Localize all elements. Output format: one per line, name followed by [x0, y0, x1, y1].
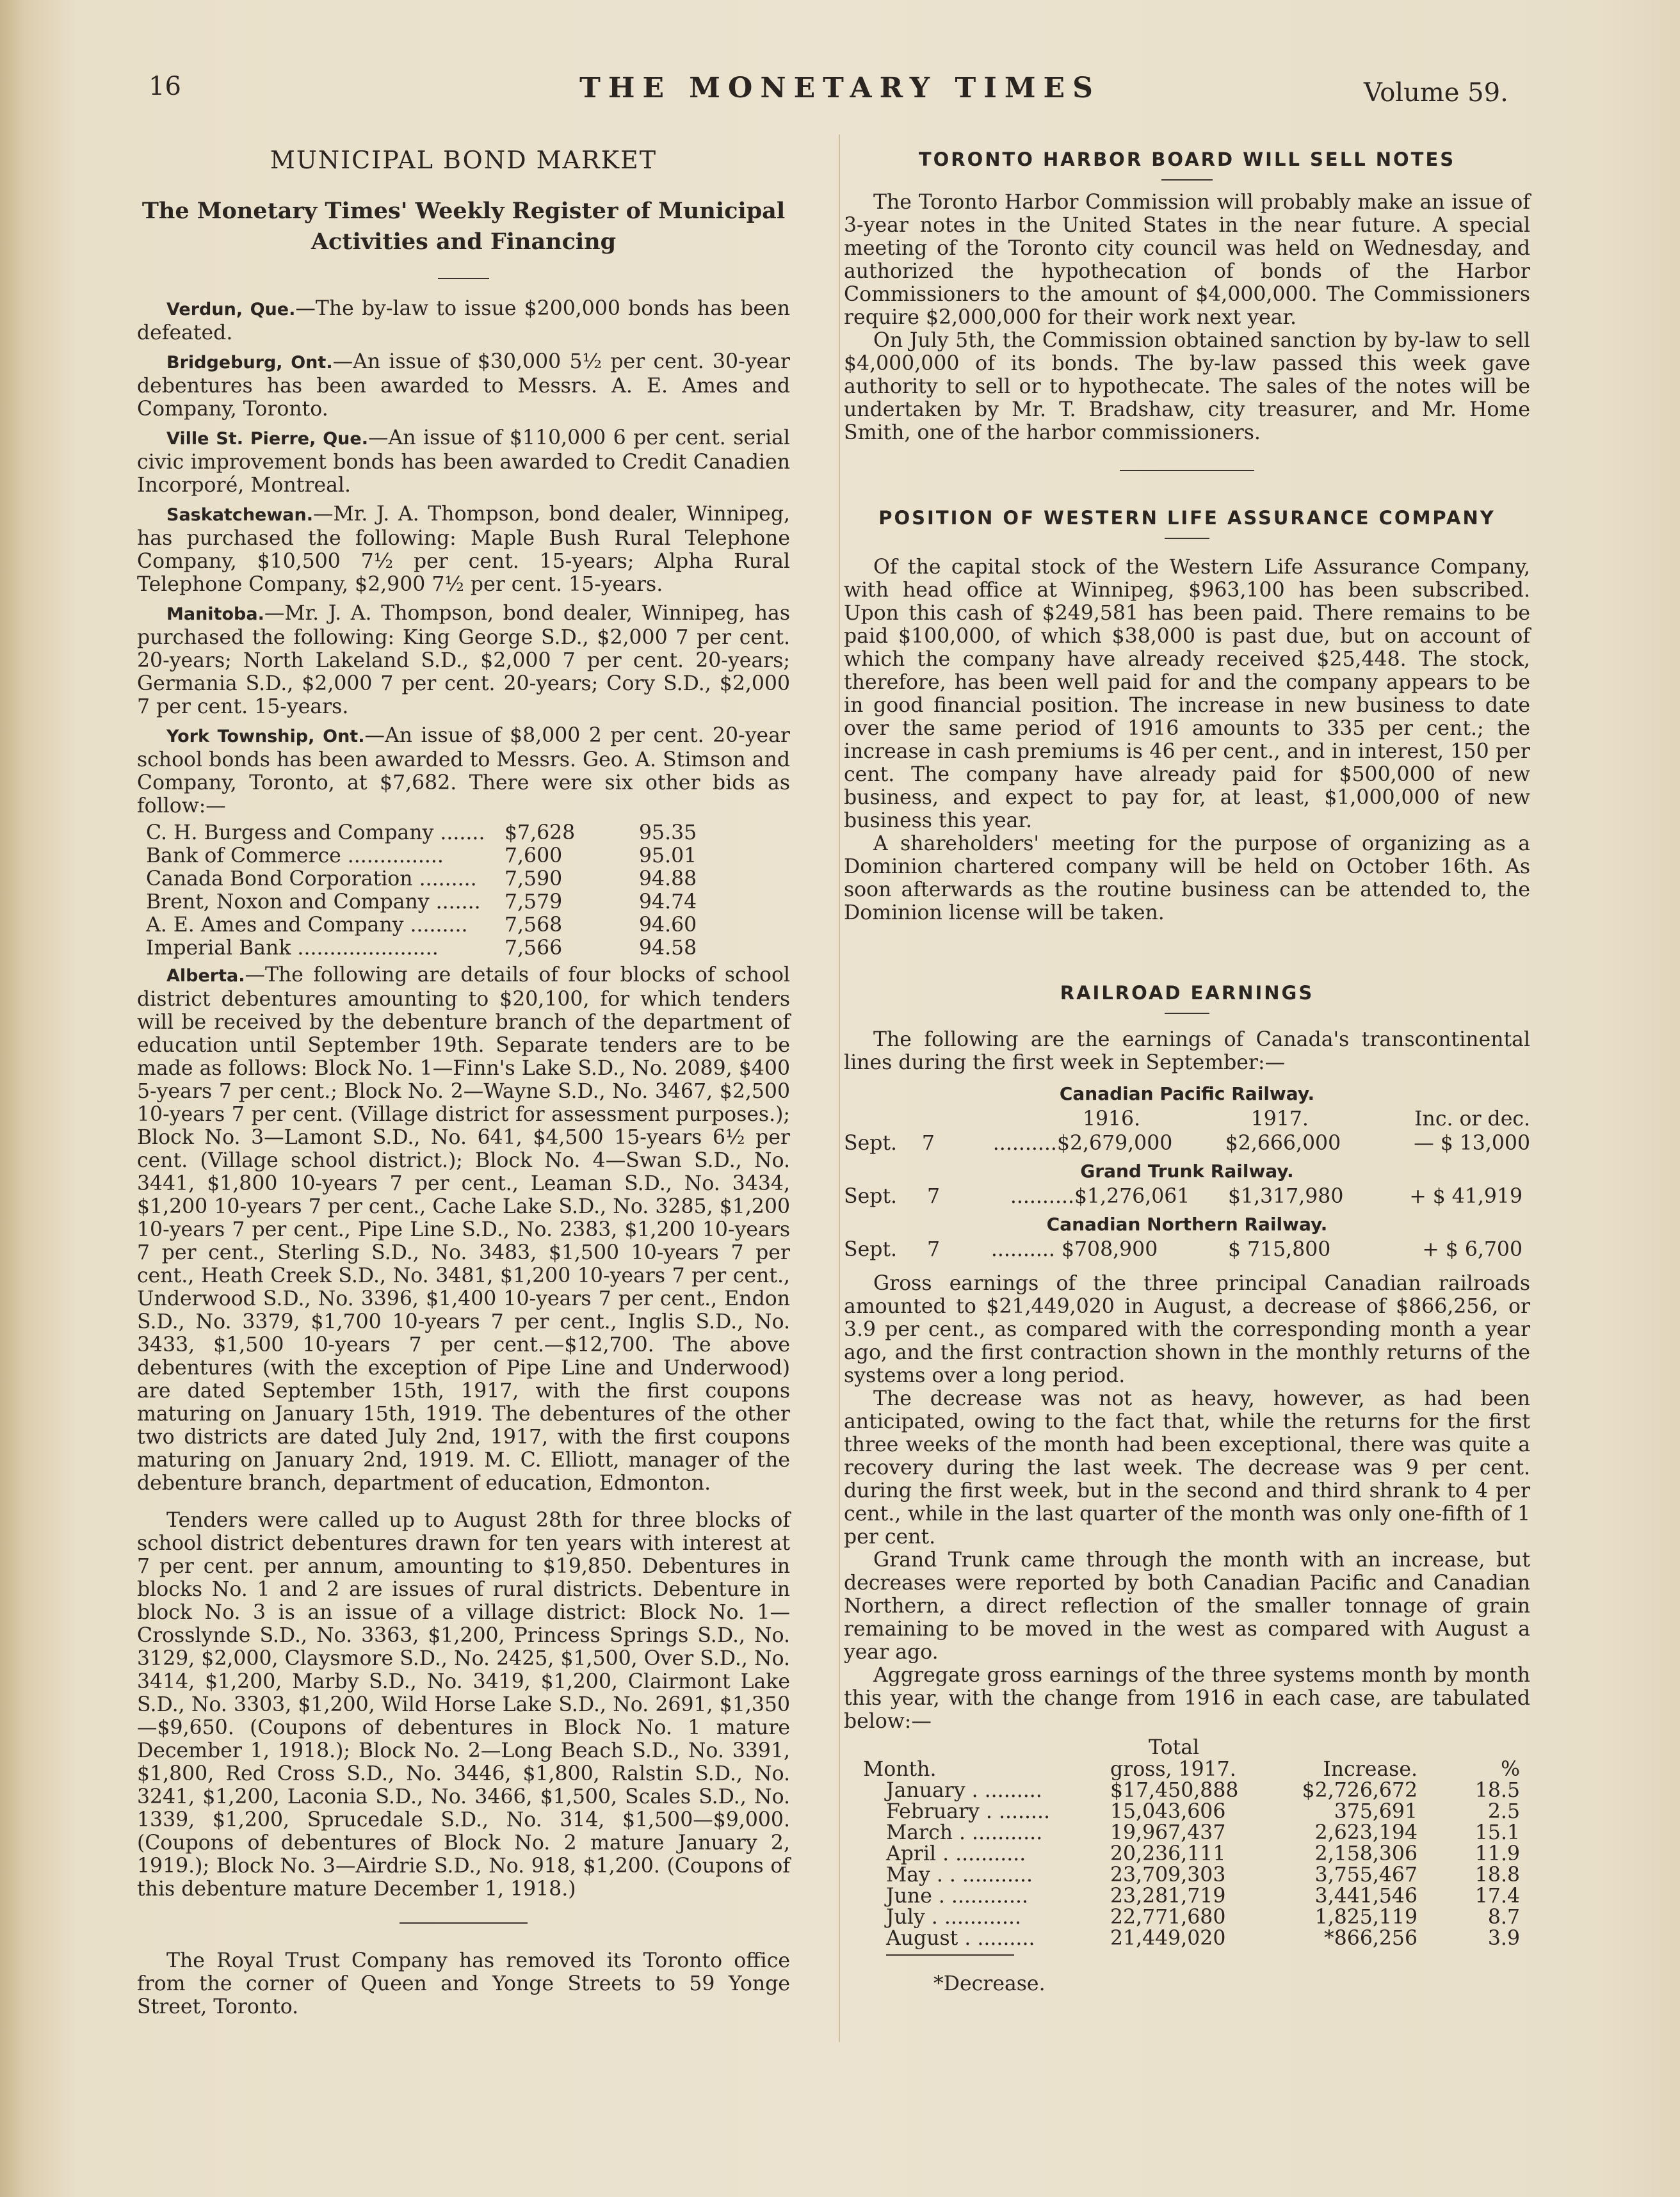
- railroad-paragraph: Aggregate gross earnings of the three systems month by month this year, with the change from 1916 in each case, are tabulated below:—: [844, 1664, 1530, 1733]
- leader-dots: ..........: [992, 1132, 1057, 1155]
- month-name: May . . ...........: [886, 1863, 1033, 1887]
- table-row: [844, 1237, 1522, 1262]
- month-name: March . ...........: [886, 1821, 1043, 1844]
- entry-text: —An issue of $30,000 5½ per cent. 30-year debentures has been awarded to Messrs. A. E. Ames and Company, Toronto.: [137, 350, 790, 421]
- table-row: [137, 844, 729, 867]
- railway-table: [844, 1237, 1522, 1262]
- leader-dots: .......... $: [990, 1238, 1074, 1261]
- harbor-board-title: TORONTO HARBOR BOARD WILL SELL NOTES: [918, 149, 1456, 170]
- section-rule: [1161, 179, 1213, 181]
- railway-table: [844, 1107, 1530, 1155]
- table-row: [844, 1865, 1520, 1886]
- row-label: Sept.: [844, 1185, 898, 1208]
- row-day: 7: [921, 1132, 935, 1155]
- table-row: [844, 1928, 1520, 1949]
- earnings-1916: $2,679,000: [1056, 1132, 1173, 1155]
- column-divider: [839, 134, 840, 2042]
- bid-name: A. E. Ames and Company .........: [146, 913, 468, 937]
- bid-name: Bank of Commerce ...............: [146, 844, 444, 867]
- month-total: 22,771,680: [1110, 1906, 1226, 1929]
- decrease-footnote: *Decrease.: [933, 1972, 1046, 1995]
- entry-manitoba: [137, 602, 790, 718]
- table-row: [844, 1907, 1520, 1928]
- railroad-paragraph: Gross earnings of the three principal Canadian railroads amounted to $21,449,020 in August, a decrease of $866,256, or 3.9 per cent., as compared with the corresponding month a year ago, and the first contraction shown in the monthly returns of the systems over a long period.: [844, 1272, 1530, 1387]
- month-percent: 18.5: [1474, 1779, 1520, 1802]
- entry-place: Ville St. Pierre, Que.: [166, 429, 368, 449]
- month-percent: 2.5: [1487, 1800, 1520, 1823]
- month-total: 15,043,606: [1110, 1800, 1226, 1823]
- month-percent: 17.4: [1474, 1885, 1520, 1908]
- volume-number: Volume 59.: [1364, 78, 1508, 108]
- column-header: Increase.: [1323, 1758, 1418, 1781]
- column-header: %: [1501, 1758, 1520, 1781]
- monthly-earnings-table: [844, 1737, 1520, 1949]
- month-name: April . ...........: [886, 1842, 1026, 1865]
- western-life-paragraph: Of the capital stock of the Western Life Assurance Company, with head office at Winnipeg, $963,100 has been subscribed. Upon this cash of $249,581 has been paid. There remains to be paid $100,000, of which $38,000 is past due, but on account of which the company have already received $25,448. The stock, therefore, has been well paid for and the company appears to be in good financial position. The increase in new business to date over the same period of 1916 amounts to 335 per cent.; the increase in cash premiums is 46 per cent., and in interest, 150 per cent. The company have already paid for $500,000 of new business, and expect to pay for, at least, $1,000,000 of new business this year.: [844, 556, 1530, 832]
- western-life-paragraph: A shareholders' meeting for the purpose of organizing as a Dominion chartered company will be held on October 16th. As soon afterwards as the routine business can be attended to, the Dominion license will be taken.: [844, 832, 1530, 924]
- entry-saskatchewan: [137, 503, 790, 596]
- table-row: [844, 1801, 1520, 1823]
- bid-price: 94.74: [639, 890, 697, 913]
- table-row: [844, 1184, 1522, 1209]
- column-header: Inc. or dec.: [1414, 1107, 1530, 1131]
- section-rule: [1165, 1013, 1209, 1014]
- earnings-1916: 708,900: [1074, 1238, 1158, 1261]
- bid-name: Brent, Noxon and Company .......: [146, 890, 481, 913]
- entry-verdun: [137, 297, 790, 344]
- month-total: 21,449,020: [1110, 1927, 1226, 1950]
- column-header: gross, 1917.: [1110, 1758, 1236, 1781]
- entry-text: —An issue of $8,000 2 per cent. 20-year school bonds has been awarded to Messrs. Geo. A. Stimson and Company, Toronto, at $7,682. There were six other bids as follow:—: [137, 724, 790, 817]
- bid-amount: 7,566: [505, 937, 563, 960]
- railroad-paragraph: The decrease was not as heavy, however, as had been anticipated, owing to the fact that, while the returns for the first three weeks of the month had been exceptional, there was quite a recovery during the last week. The decrease was 9 per cent. during the first week, but in the second and third shrank to 4 per cent., while in the last quarter of the month was only one-fifth of 1 per cent.: [844, 1387, 1530, 1549]
- table-row: [137, 867, 729, 890]
- bid-amount: $7,628: [505, 821, 576, 844]
- entry-text: —The by-law to issue $200,000 bonds has been defeated.: [137, 297, 790, 344]
- row-day: 7: [927, 1185, 941, 1208]
- railway-table: [844, 1184, 1522, 1209]
- month-increase: $2,726,672: [1302, 1779, 1418, 1802]
- table-row: [844, 1780, 1520, 1801]
- earnings-change: — $ 13,000: [1414, 1132, 1530, 1155]
- month-name: June . ............: [886, 1885, 1029, 1908]
- entry-text: —Mr. J. A. Thompson, bond dealer, Winnipeg, has purchased the following: Maple Bush Rural Telephone Company, $10,500 7½ per cent. 15-years; Alpha Rural Telephone Company, $2,900 7½ per cent. 15-years.: [137, 503, 790, 596]
- table-row: [137, 937, 729, 960]
- month-name: August . .........: [886, 1927, 1035, 1950]
- entry-text: —The following are details of four blocks of school district debentures amounting to $20,100, for which tenders will be received by the debenture branch of the department of education until September 19th. Separate tenders are to be made as follows: Block No. 1—Finn's Lake S.D., No. 2089, $400 5-years 7 per cent.; Block No. 2—Wayne S.D., No. 3467, $2,500 10-years 7 per cent. (Village district for assessment purposes.); Block No. 3—Lamont S.D., No. 641, $4,500 15-years 6½ per cent. (Village school district.); Block No. 4—Swan S.D., No. 3441, $1,800 10-years 7 per cent., Leaman S.D., No. 3434, $1,200 10-years 7 per cent., Cache Lake S.D., No. 3285, $1,200 10-years 7 per cent., Pipe Line S.D., No. 2383, $1,200 10-years 7 per cent., Sterling S.D., No. 3483, $1,500 10-years 7 per cent., Heath Creek S.D., No. 3481, $1,200 10-years 7 per cent., Underwood S.D., No. 3396, $1,400 10-years 7 per cent., Endon S.D., No. 3379, $1,700 10-years 7 per cent., Inglis S.D., No. 3433, $1,500 10-years 7 per cent.—$12,700. The above debentures (with the exception of Pipe Line and Underwood) are dated September 15th, 1917, with the first coupons maturing on January 15th, 1919. The debentures of the other two districts are dated July 2nd, 1917, with the first coupons maturing on January 2nd, 1919. M. C. Elliott, manager of the debenture branch, department of education, Edmonton.: [137, 963, 790, 1495]
- month-increase: 3,441,546: [1314, 1885, 1418, 1908]
- month-total: 23,709,303: [1110, 1863, 1226, 1887]
- tenders-paragraph: Tenders were called up to August 28th for three blocks of school district debentures drawn for ten years with interest at 7 per cent. per annum, amounting to $19,850. Debentures in blocks No. 1 and 2 are issues of rural districts. Debenture in block No. 3 is an issue of a village district: Block No. 1—Crosslynde S.D., No. 3363, $1,200, Princess Springs S.D., No. 3129, $2,000, Claysmore S.D., No. 2425, $1,500, Over S.D., No. 3414, $1,200, Marby S.D., No. 3419, $1,200, Clairmont Lake S.D., No. 3303, $1,200, Wild Horse Lake S.D., No. 2691, $1,350—$9,650. (Coupons of debentures in Block No. 1 mature December 1, 1918.); Block No. 2—Long Beach S.D., No. 3391, $1,800, Red Cross S.D., No. 3446, $1,800, Ralstin S.D., No. 3241, $1,200, Laconia S.D., No. 3466, $1,500, Scales S.D., No. 1339, $1,200, Sprucedale S.D., No. 314, $1,500—$9,000. (Coupons of debentures of Block No. 2 mature January 2, 1919.); Block No. 3—Airdrie S.D., No. 918, $1,200. (Coupons of this debenture mature December 1, 1918.): [137, 1509, 790, 1901]
- bid-amount: 7,568: [505, 913, 563, 937]
- month-percent: 8.7: [1487, 1906, 1520, 1929]
- western-life-title: POSITION OF WESTERN LIFE ASSURANCE COMPANY: [878, 507, 1496, 529]
- entry-place: Saskatchewan.: [166, 505, 313, 525]
- earnings-change: + $ 41,919: [1409, 1185, 1522, 1208]
- column-header: Month.: [863, 1758, 937, 1781]
- left-column: [137, 146, 790, 2018]
- section-rule: [438, 278, 489, 279]
- entry-text: —An issue of $110,000 6 per cent. serial civic improvement bonds has been awarded to Credit Canadien Incorporé, Montreal.: [137, 426, 791, 497]
- section-rule: [1165, 538, 1209, 539]
- month-total: 20,236,111: [1110, 1842, 1226, 1865]
- bond-market-subtitle: [137, 196, 790, 257]
- bid-amount: 7,600: [505, 844, 563, 867]
- bid-price: 94.88: [639, 867, 697, 890]
- month-increase: 1,825,119: [1314, 1906, 1418, 1929]
- earnings-1917: $ 715,800: [1228, 1238, 1331, 1261]
- entry-text: —Mr. J. A. Thompson, bond dealer, Winnipeg, has purchased the following: King George S.D., $2,000 7 per cent. 20-years; North Lakeland S.D., $2,000 7 per cent. 20-years; Germania S.D., $2,000 7 per cent. 20-years; Cory S.D., $2,000 7 per cent. 15-years.: [137, 602, 790, 718]
- month-increase: 375,691: [1334, 1800, 1418, 1823]
- month-percent: 3.9: [1487, 1927, 1520, 1950]
- railroad-earnings-title: RAILROAD EARNINGS: [1060, 982, 1314, 1004]
- month-name: July . ............: [886, 1906, 1021, 1929]
- section-rule: [1120, 470, 1254, 471]
- railway-name: Grand Trunk Railway.: [1080, 1161, 1294, 1182]
- table-row: [844, 1131, 1530, 1155]
- table-row: [137, 890, 729, 913]
- earnings-1916: $1,276,061: [1074, 1185, 1190, 1208]
- month-name: January . .........: [886, 1779, 1042, 1802]
- harbor-paragraph: The Toronto Harbor Commission will probably make an issue of 3-year notes in the United States in the near future. A special meeting of the Toronto city council was held on Wednesday, and authorized the hypothecation of bonds of the Harbor Commissioners to the amount of $4,000,000. The Commissioners require $2,000,000 for their work next year.: [844, 191, 1530, 329]
- column-header: 1916.: [1082, 1107, 1141, 1131]
- month-total: $17,450,888: [1110, 1779, 1239, 1802]
- row-label: Sept.: [844, 1238, 898, 1261]
- column-header: Total: [1149, 1736, 1200, 1759]
- bid-price: 94.60: [639, 913, 697, 937]
- leader-dots: ..........: [1010, 1185, 1074, 1208]
- entry-alberta: [137, 963, 790, 1495]
- month-percent: 18.8: [1474, 1863, 1520, 1887]
- bid-amount: 7,579: [505, 890, 563, 913]
- entry-place: Manitoba.: [166, 604, 264, 624]
- entry-place: Verdun, Que.: [166, 300, 296, 319]
- subtitle-line: The Monetary Times' Weekly Register of Municipal: [141, 198, 786, 224]
- footnote-rule: [886, 1954, 1014, 1956]
- entry-place: Bridgeburg, Ont.: [166, 353, 333, 373]
- earnings-1917: $2,666,000: [1225, 1132, 1341, 1155]
- railway-name: Canadian Pacific Railway.: [1059, 1083, 1315, 1104]
- entry-york-township: [137, 724, 790, 817]
- row-day: 7: [927, 1238, 941, 1261]
- railroad-intro: The following are the earnings of Canada's transcontinental lines during the first week in September:—: [844, 1028, 1530, 1074]
- month-total: 23,281,719: [1110, 1885, 1226, 1908]
- entry-place: Alberta.: [166, 966, 245, 986]
- table-row: [844, 1886, 1520, 1907]
- bond-market-title: MUNICIPAL BOND MARKET: [270, 146, 658, 174]
- bid-name: Imperial Bank ......................: [146, 937, 439, 960]
- bid-price: 95.35: [639, 821, 697, 844]
- entry-place: York Township, Ont.: [166, 727, 365, 746]
- row-label: Sept.: [844, 1132, 898, 1155]
- railway-name: Canadian Northern Railway.: [1046, 1214, 1328, 1235]
- bid-name: C. H. Burgess and Company .......: [146, 821, 485, 844]
- subtitle-line: Activities and Financing: [311, 229, 617, 255]
- bids-table: [137, 821, 729, 960]
- publication-title: THE MONETARY TIMES: [579, 72, 1101, 104]
- month-name: February . ........: [886, 1800, 1051, 1823]
- month-percent: 15.1: [1474, 1821, 1520, 1844]
- month-increase: 2,623,194: [1314, 1821, 1418, 1844]
- page-number: 16: [149, 72, 181, 101]
- bid-price: 95.01: [639, 844, 697, 867]
- table-header: [844, 1107, 1530, 1131]
- royal-trust-paragraph: The Royal Trust Company has removed its Toronto office from the corner of Queen and Yonge Streets to 59 Yonge Street, Toronto.: [137, 1949, 790, 2018]
- month-percent: 11.9: [1474, 1842, 1520, 1865]
- column-header: 1917.: [1250, 1107, 1309, 1131]
- table-row: [844, 1823, 1520, 1844]
- bid-price: 94.58: [639, 937, 697, 960]
- bid-amount: 7,590: [505, 867, 563, 890]
- section-rule: [400, 1922, 528, 1924]
- table-row: [137, 821, 729, 844]
- table-row: [137, 913, 729, 937]
- entry-ville-st-pierre: [137, 426, 790, 497]
- month-increase: *866,256: [1323, 1927, 1418, 1950]
- month-increase: 3,755,467: [1314, 1863, 1418, 1887]
- month-total: 19,967,437: [1110, 1821, 1226, 1844]
- earnings-change: + $ 6,700: [1422, 1238, 1522, 1261]
- right-column: [844, 149, 1530, 1995]
- table-header: [844, 1758, 1520, 1780]
- entry-bridgeburg: [137, 350, 790, 421]
- harbor-paragraph: On July 5th, the Commission obtained sanction by by-law to sell $4,000,000 of its bonds. The by-law passed this week gave authority to sell or to hypothecate. The sales of the notes will be undertaken by Mr. T. Bradshaw, city treasurer, and Mr. Home Smith, one of the harbor commissioners.: [844, 329, 1530, 444]
- month-increase: 2,158,306: [1314, 1842, 1418, 1865]
- table-header: [844, 1737, 1520, 1758]
- earnings-1917: $1,317,980: [1228, 1185, 1344, 1208]
- railroad-paragraph: Grand Trunk came through the month with an increase, but decreases were reported by both Canadian Pacific and Canadian Northern, a direct reflection of the smaller tonnage of grain remaining to be moved in the west as compared with August a year ago.: [844, 1549, 1530, 1664]
- bid-name: Canada Bond Corporation .........: [146, 867, 477, 890]
- table-row: [844, 1844, 1520, 1865]
